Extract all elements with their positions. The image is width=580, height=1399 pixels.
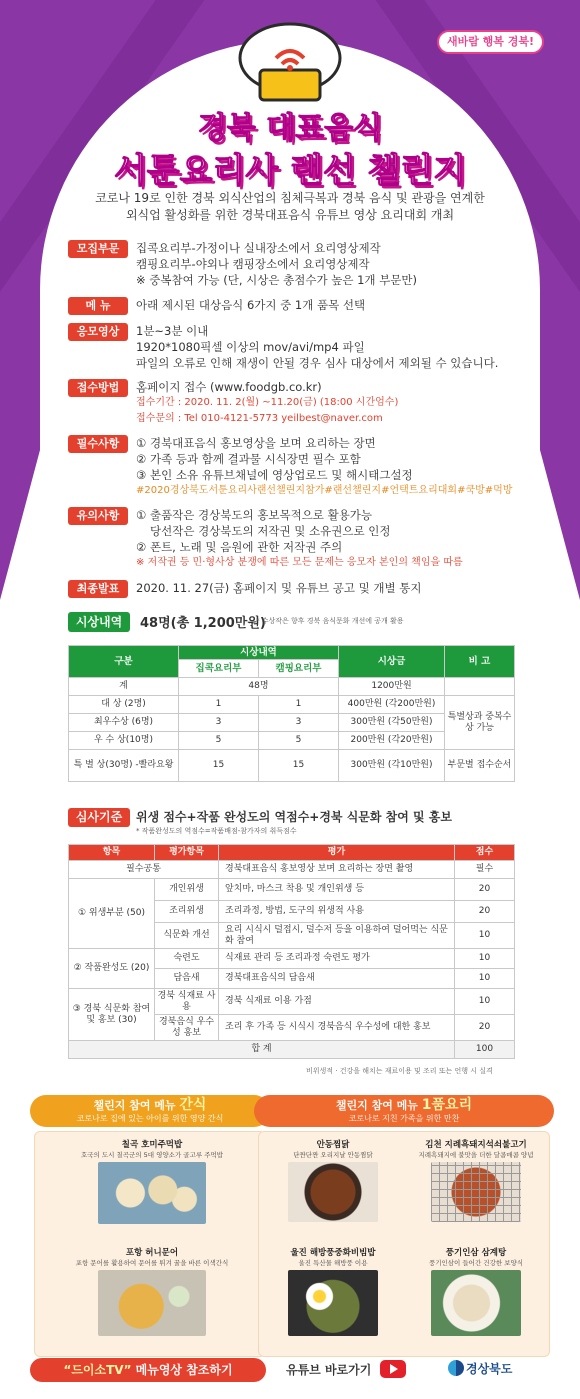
intro-text [60,190,520,224]
cell: 3 [259,714,339,732]
meal-subtitle: 코로나로 지친 가족을 위한 만찬 [348,1114,460,1123]
prize-note: * 수상작은 향후 경북 음식문화 개선에 공개 활용 [256,617,404,625]
snack-body [34,1131,266,1357]
cell: 계 [69,678,179,696]
th: 평가 [219,845,455,861]
youtube-link[interactable]: 유튜브 바로가기 [286,1363,372,1377]
cell: 경북대표음식 홍보영상 보며 요리하는 장면 촬영 [219,861,455,879]
food-name: 칠곡 호미주먹밥 [121,1140,183,1150]
apply-tag: 접수방법 [68,379,128,397]
gyeongbuk-logo-icon [448,1360,464,1376]
table-row [69,989,515,1015]
cell: ① 위생부분 (50) [69,879,155,949]
bibimbap-photo [288,1270,378,1336]
text-line: ② 가족 등과 함께 결과물 시식장면 필수 포함 [136,452,361,466]
jjimdak-photo [288,1162,378,1222]
snack-subtitle: 코로나로 집에 있는 아이를 위한 영양 간식 [76,1114,224,1123]
final-text: 2020. 11. 27(금) 홈페이지 및 유튜브 공고 및 개별 통지 [136,581,422,595]
snack-title-pre: 챌린지 참여 메뉴 [93,1099,176,1112]
honey-octopus-photo [98,1270,206,1336]
cell: 합 계 [69,1041,455,1059]
text-line: 당선작은 경상북도의 저작권 및 소유권으로 인정 [150,524,391,538]
text-line: 홈페이지 접수 (www.foodgb.co.kr) [136,380,322,394]
text-line: 캠핑요리부-야외나 캠핑장소에서 요리영상제작 [136,257,370,271]
table-row-total [69,1041,515,1059]
cell: 조리 후 가족 등 시식시 경북음식 우수성에 대한 홍보 [219,1015,455,1041]
cell: 필수 [455,861,515,879]
menu-text: 아래 제시된 대상음식 6가지 중 1개 품목 선택 [136,298,366,312]
cell: 10 [455,969,515,989]
apply-text [136,379,398,427]
caution-text [136,507,463,571]
required-text [136,435,512,499]
food-name: 울진 해방풍중화비빔밥 [290,1248,376,1258]
cell: 400만원 (각200만원) [339,696,445,714]
cell: 경북 식재료 이용 가점 [219,989,455,1015]
bulgogi-photo [431,1162,521,1222]
text-line: ① 출품작은 경상북도의 홍보목적으로 활용가능 [136,508,373,522]
gyeongbuk-slogan-logo: 새바람 행복 경북! [437,30,544,54]
final-tag: 최종발표 [68,580,128,598]
cell: 식문화 개선 [155,923,219,949]
cell: 개인위생 [155,879,219,901]
cell: 100 [455,1041,515,1059]
meal-title-pre: 챌린지 참여 메뉴 [335,1099,418,1112]
table-row [69,879,515,901]
table-row [69,949,515,969]
apply-contact: 접수문의 : Tel 010-4121-5773 yeilbest@naver.com [136,413,383,424]
meal-panel [254,1095,554,1357]
cell [445,678,515,696]
dream-tv-button[interactable] [30,1358,266,1382]
cell: 숙련도 [155,949,219,969]
meal-title-bold: 1품요리 [421,1097,473,1113]
cell: 경북음식 우수성 홍보 [155,1015,219,1041]
snack-header [30,1095,270,1127]
meal-body [258,1131,550,1357]
cell: 48명 [179,678,339,696]
food-item [41,1248,263,1336]
menu-tag: 메 뉴 [68,297,128,315]
rice-ball-photo [98,1162,206,1224]
food-item [263,1248,403,1336]
intro-line: 외식업 활성화를 위한 경북대표음식 유튜브 영상 요리대회 개최 [125,208,455,222]
cell: 10 [455,923,515,949]
th: 평가항목 [155,845,219,861]
cell: 특별상과 중복수상 가능 [445,696,515,750]
cell: 300만원 (각10만원) [339,750,445,782]
food-item [405,1140,547,1222]
food-desc: 포항 문어를 활용하여 문어를 튀겨 꿀을 바른 이색간식 [75,1259,229,1267]
cell: 우 수 상(10명) [69,732,179,750]
food-item [405,1248,547,1336]
th-note: 비 고 [445,646,515,678]
youtube-icon[interactable] [380,1360,406,1378]
food-desc: 울진 특산물 해방풍 이용 [298,1259,368,1267]
text-line: 파일의 오류로 인해 재생이 안될 경우 심사 대상에서 제외될 수 있습니다. [136,356,499,370]
table-row [69,750,515,782]
th-money: 시상금 [339,646,445,678]
cell: 200만원 (각20만원) [339,732,445,750]
text-line: 집콕요리부-가정이나 실내장소에서 요리영상제작 [136,241,381,255]
cell: 5 [259,732,339,750]
meal-header [254,1095,554,1127]
text-line: ※ 중복참여 가능 (단, 시상은 총점수가 높은 1개 부문만) [136,273,418,287]
table-row [69,696,515,714]
apply-period: 접수기간 : 2020. 11. 2(월) ~11.20(금) (18:00 시간엄수) [136,397,399,408]
cell: 대 상 (2명) [69,696,179,714]
cell: ③ 경북 식문화 참여 및 홍보 (30) [69,989,155,1041]
cell: 1200만원 [339,678,445,696]
snack-title [30,1095,270,1114]
cell: 경북대표음식의 담음새 [219,969,455,989]
cell: 요리 시식시 덜접시, 덜수저 등을 이용하여 덜어먹는 식문화 참여 [219,923,455,949]
cell: 20 [455,901,515,923]
dream-tv-text: 메뉴영상 참조하기 [131,1363,233,1377]
prize-table [68,645,515,782]
chef-hat-icon [232,18,348,104]
food-desc: 풍기인삼이 들어간 건강한 보양식 [428,1259,524,1267]
cell: 20 [455,879,515,901]
table-row [69,678,515,696]
samgyetang-photo [431,1270,521,1336]
disqualify-note: 비위생적 · 건강을 해치는 재료이용 및 조리 또는 언행 시 실격 [306,1067,493,1075]
hashtags: #2020경상북도서툰요리사랜선챌린지참가#랜선챌린지#언택트요리대회#쿡방#먹방 [136,485,513,496]
intro-line: 코로나 19로 인한 경북 외식산업의 침체극복과 경북 음식 및 관광을 연계한 [95,191,485,205]
th-prize: 시상내역 [179,646,339,660]
cell: 1 [259,696,339,714]
required-tag: 필수사항 [68,435,128,453]
food-name: 포항 허니문어 [125,1248,179,1258]
judge-text: 위생 점수+작품 완성도의 역점수+경북 식문화 참여 및 홍보 [136,810,452,824]
cell: 앞치마, 마스크 착용 및 개인위생 등 [219,879,455,901]
cell: 특 별 상(30명) -빨라요왕 [69,750,179,782]
prize-tag: 시상내역 [68,612,130,632]
video-tag: 응모영상 [68,323,128,341]
text-line: 1920*1080픽셀 이상의 mov/avi/mp4 파일 [136,340,365,354]
food-item [41,1140,263,1224]
food-name: 안동찜닭 [316,1140,350,1150]
cell: 경북 식재료 사용 [155,989,219,1015]
cell: 최우수상 (6명) [69,714,179,732]
cell: 15 [259,750,339,782]
cell: 필수공통 [69,861,219,879]
th: 점수 [455,845,515,861]
cell: 20 [455,1015,515,1041]
table-row [69,861,515,879]
food-desc: 단짠단짠 오리지날 안동찜닭 [293,1151,373,1159]
text-line: ③ 본인 소유 유튜브채널에 영상업로드 및 해시태그설정 [136,468,413,482]
cell: 10 [455,949,515,969]
snack-title-bold: 간식 [179,1097,207,1113]
cell: 300만원 (각50만원) [339,714,445,732]
caution-tag: 유의사항 [68,507,128,525]
cell: 담음새 [155,969,219,989]
food-name: 풍기인삼 삼계탕 [445,1248,507,1258]
video-text [136,323,498,371]
food-name: 김천 지례흑돼지석쇠불고기 [425,1140,527,1150]
snack-panel [30,1095,270,1357]
th-home: 집콕요리부 [179,660,259,678]
dream-tv-label: “드이소TV” [63,1363,132,1377]
caution-note: ※ 저작권 등 민·형사상 분쟁에 따른 모든 문제는 응모자 본인의 책임을 따름 [136,557,463,568]
food-desc: 지례흑돼지에 불맛을 더한 달콤매콤 양념 [418,1151,534,1159]
cell: 15 [179,750,259,782]
prize-total: 48명(총 1,200만원) [140,616,266,631]
th: 항목 [69,845,155,861]
food-item [263,1140,403,1222]
cell: 조리과정, 방법, 도구의 위생적 사용 [219,901,455,923]
judge-note: * 작품완성도의 역점수=작품배점-참가자의 취득점수 [136,827,297,835]
judge-table [68,844,515,1059]
cell: 식재료 관리 등 조리과정 숙련도 평가 [219,949,455,969]
cell: 10 [455,989,515,1015]
th-camp: 캠핑요리부 [259,660,339,678]
cell: 3 [179,714,259,732]
cell: ② 작품완성도 (20) [69,949,155,989]
cell: 1 [179,696,259,714]
cell: 조리위생 [155,901,219,923]
gyeongbuk-logo-text: 경상북도 [466,1362,513,1376]
title-line-2: 서툰요리사 랜선 챌린지 [113,151,467,191]
th-div: 구분 [69,646,179,678]
recruit-text [136,240,417,288]
cell: 5 [179,732,259,750]
food-desc: 호국의 도시 칠곡군의 5대 영양소가 골고루 주먹밥 [80,1151,224,1159]
meal-title [254,1095,554,1114]
text-line: ② 폰트, 노래 및 음원에 관한 저작권 주의 [136,540,343,554]
text-line: ① 경북대표음식 홍보영상을 보며 요리하는 장면 [136,436,376,450]
title-line-1: 경북 대표음식 [197,111,383,146]
judge-tag: 심사기준 [68,808,130,827]
recruit-tag: 모집부문 [68,240,128,258]
cell: 부문별 접수순서 [445,750,515,782]
text-line: 1분~3분 이내 [136,324,209,338]
